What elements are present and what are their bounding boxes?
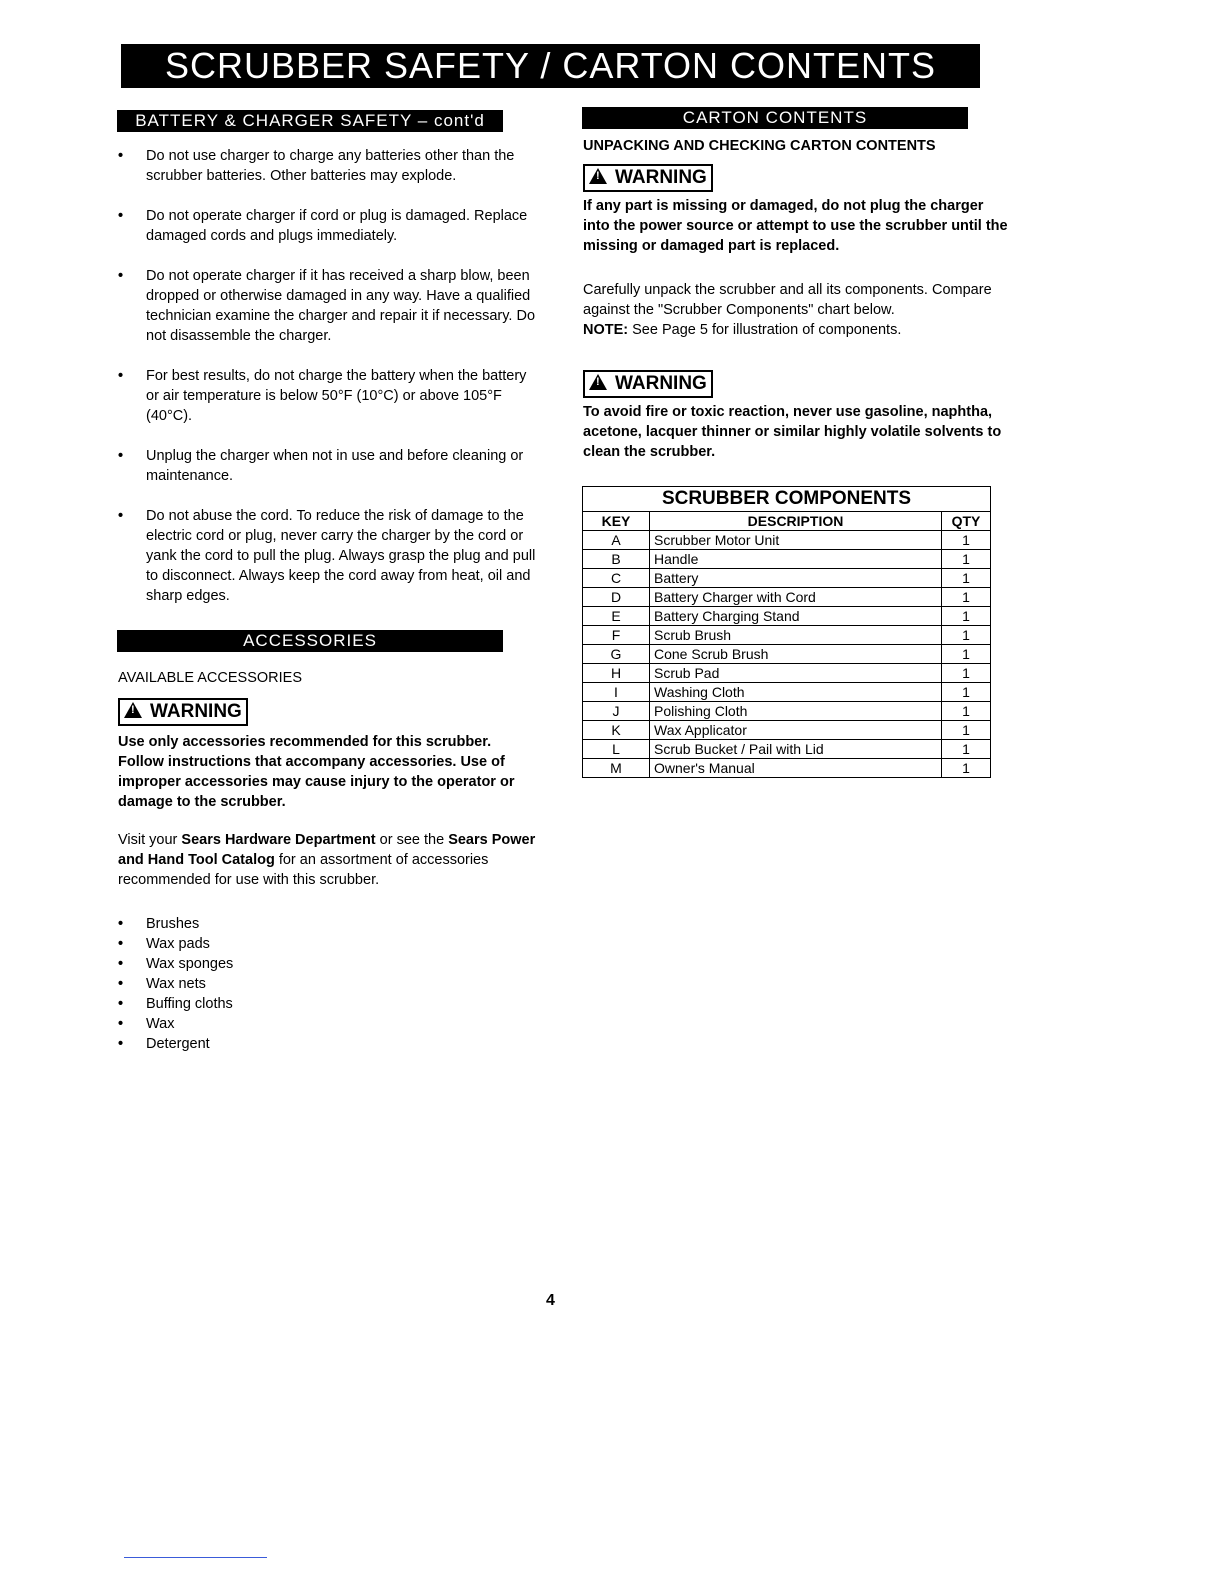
list-item: • Wax pads <box>118 934 538 954</box>
list-item: • Unplug the charger when not in use and before cleaning or maintenance. <box>118 446 538 486</box>
column-header-description: DESCRIPTION <box>650 512 942 531</box>
components-table <box>582 486 991 778</box>
table-row <box>583 531 991 550</box>
warning-triangle-icon <box>589 374 607 390</box>
list-item: • Wax nets <box>118 974 538 994</box>
component-qty: 1 <box>942 569 991 588</box>
component-qty: 1 <box>942 645 991 664</box>
component-key: L <box>583 740 650 759</box>
component-key: K <box>583 721 650 740</box>
component-description: Wax Applicator <box>650 721 942 740</box>
component-description: Scrub Bucket / Pail with Lid <box>650 740 942 759</box>
warning-label: WARNING <box>615 373 707 394</box>
component-description: Scrubber Motor Unit <box>650 531 942 550</box>
component-qty: 1 <box>942 664 991 683</box>
component-key: H <box>583 664 650 683</box>
list-item: • Do not abuse the cord. To reduce the risk of damage to the electric cord or plug, never carry the charger by the cord or yank the cord to pull the plug. Always grasp the plug and pull to disconnect. Always keep the cord away from heat, oil and sharp edges. <box>118 506 538 606</box>
table-row <box>583 740 991 759</box>
list-item: • Brushes <box>118 914 538 934</box>
component-key: E <box>583 607 650 626</box>
accessories-list <box>118 914 538 1054</box>
list-item: • Do not use charger to charge any batteries other than the scrubber batteries. Other batteries may explode. <box>118 146 538 186</box>
warning-triangle-icon <box>124 702 142 718</box>
components-table-container <box>582 486 991 778</box>
list-item: • For best results, do not charge the battery when the battery or air temperature is below 50°F (10°C) or above 105°F (40°C). <box>118 366 538 426</box>
list-item: • Do not operate charger if it has received a sharp blow, been dropped or otherwise damaged in any way. Have a qualified technician examine the charger and repair it if necessary. Do not disassemble the charger. <box>118 266 538 346</box>
warning-box <box>118 698 248 726</box>
component-qty: 1 <box>942 702 991 721</box>
component-qty: 1 <box>942 740 991 759</box>
note-label: NOTE: <box>583 322 629 338</box>
component-key: C <box>583 569 650 588</box>
component-description: Owner's Manual <box>650 759 942 778</box>
component-description: Polishing Cloth <box>650 702 942 721</box>
table-row <box>583 626 991 645</box>
note-line <box>583 320 1013 340</box>
component-key: B <box>583 550 650 569</box>
battery-safety-header: BATTERY & CHARGER SAFETY – cont'd <box>117 110 503 132</box>
list-item: • Do not operate charger if cord or plug is damaged. Replace damaged cords and plugs immediately. <box>118 206 538 246</box>
accessories-warning-text: Use only accessories recommended for this scrubber. Follow instructions that accompany accessories. Use of improper accessories may cause injury to the operator or damage to the scrubber. <box>118 734 515 810</box>
list-item: • Wax sponges <box>118 954 538 974</box>
footer-rule <box>124 1557 267 1558</box>
component-key: M <box>583 759 650 778</box>
component-qty: 1 <box>942 531 991 550</box>
table-row <box>583 645 991 664</box>
table-row <box>583 721 991 740</box>
visit-sears-text <box>118 830 538 890</box>
component-qty: 1 <box>942 759 991 778</box>
component-description: Battery Charging Stand <box>650 607 942 626</box>
column-header-qty: QTY <box>942 512 991 531</box>
warning-label: WARNING <box>615 167 707 188</box>
accessories-header: ACCESSORIES <box>117 630 503 652</box>
component-description: Scrub Brush <box>650 626 942 645</box>
table-row <box>583 683 991 702</box>
component-description: Handle <box>650 550 942 569</box>
unpacking-subheading: UNPACKING AND CHECKING CARTON CONTENTS <box>583 138 936 154</box>
component-key: J <box>583 702 650 721</box>
table-row <box>583 607 991 626</box>
component-key: I <box>583 683 650 702</box>
component-description: Battery Charger with Cord <box>650 588 942 607</box>
accessories-subheading: AVAILABLE ACCESSORIES <box>118 670 303 686</box>
component-qty: 1 <box>942 721 991 740</box>
warning-box <box>583 370 713 398</box>
page-title: SCRUBBER SAFETY / CARTON CONTENTS <box>121 44 980 88</box>
missing-part-warning-text: If any part is missing or damaged, do not plug the charger into the power source or attempt to use the scrubber until the missing or damaged part is replaced. <box>583 198 1008 254</box>
component-description: Battery <box>650 569 942 588</box>
unpack-instructions: Carefully unpack the scrubber and all its components. Compare against the "Scrubber Components" chart below. <box>583 282 992 318</box>
sears-catalog: Sears Power and Hand Tool Catalog <box>118 832 536 868</box>
list-item: • Wax <box>118 1014 538 1034</box>
list-item: • Detergent <box>118 1034 538 1054</box>
table-row <box>583 702 991 721</box>
component-key: D <box>583 588 650 607</box>
component-key: F <box>583 626 650 645</box>
warning-box <box>583 164 713 192</box>
visit-text: for an assortment of accessories recommended for use with this scrubber. <box>118 852 489 888</box>
solvent-warning-text: To avoid fire or toxic reaction, never use gasoline, naphtha, acetone, lacquer thinner or similar highly volatile solvents to clean the scrubber. <box>583 404 1002 460</box>
warning-triangle-icon <box>589 168 607 184</box>
component-key: G <box>583 645 650 664</box>
table-row <box>583 664 991 683</box>
carton-contents-header: CARTON CONTENTS <box>582 107 968 129</box>
page-number: 4 <box>546 1292 555 1309</box>
component-qty: 1 <box>942 550 991 569</box>
component-description: Scrub Pad <box>650 664 942 683</box>
table-row <box>583 550 991 569</box>
accessories-content <box>118 668 538 1054</box>
component-description: Cone Scrub Brush <box>650 645 942 664</box>
table-row <box>583 759 991 778</box>
warning-label: WARNING <box>150 701 242 722</box>
table-row <box>583 569 991 588</box>
components-table-body <box>583 531 991 778</box>
battery-safety-list <box>118 146 538 606</box>
note-text: See Page 5 for illustration of components. <box>628 322 902 338</box>
component-qty: 1 <box>942 683 991 702</box>
component-qty: 1 <box>942 607 991 626</box>
column-header-key: KEY <box>583 512 650 531</box>
table-row <box>583 588 991 607</box>
sears-hardware-dept: Sears Hardware Department <box>181 832 376 848</box>
battery-safety-list-container <box>118 146 538 626</box>
component-key: A <box>583 531 650 550</box>
component-qty: 1 <box>942 626 991 645</box>
list-item: • Buffing cloths <box>118 994 538 1014</box>
table-title: SCRUBBER COMPONENTS <box>583 487 991 512</box>
component-description: Washing Cloth <box>650 683 942 702</box>
visit-text: or see the <box>375 832 449 848</box>
visit-text: Visit your <box>118 832 182 848</box>
component-qty: 1 <box>942 588 991 607</box>
carton-contents-content <box>583 136 1013 462</box>
